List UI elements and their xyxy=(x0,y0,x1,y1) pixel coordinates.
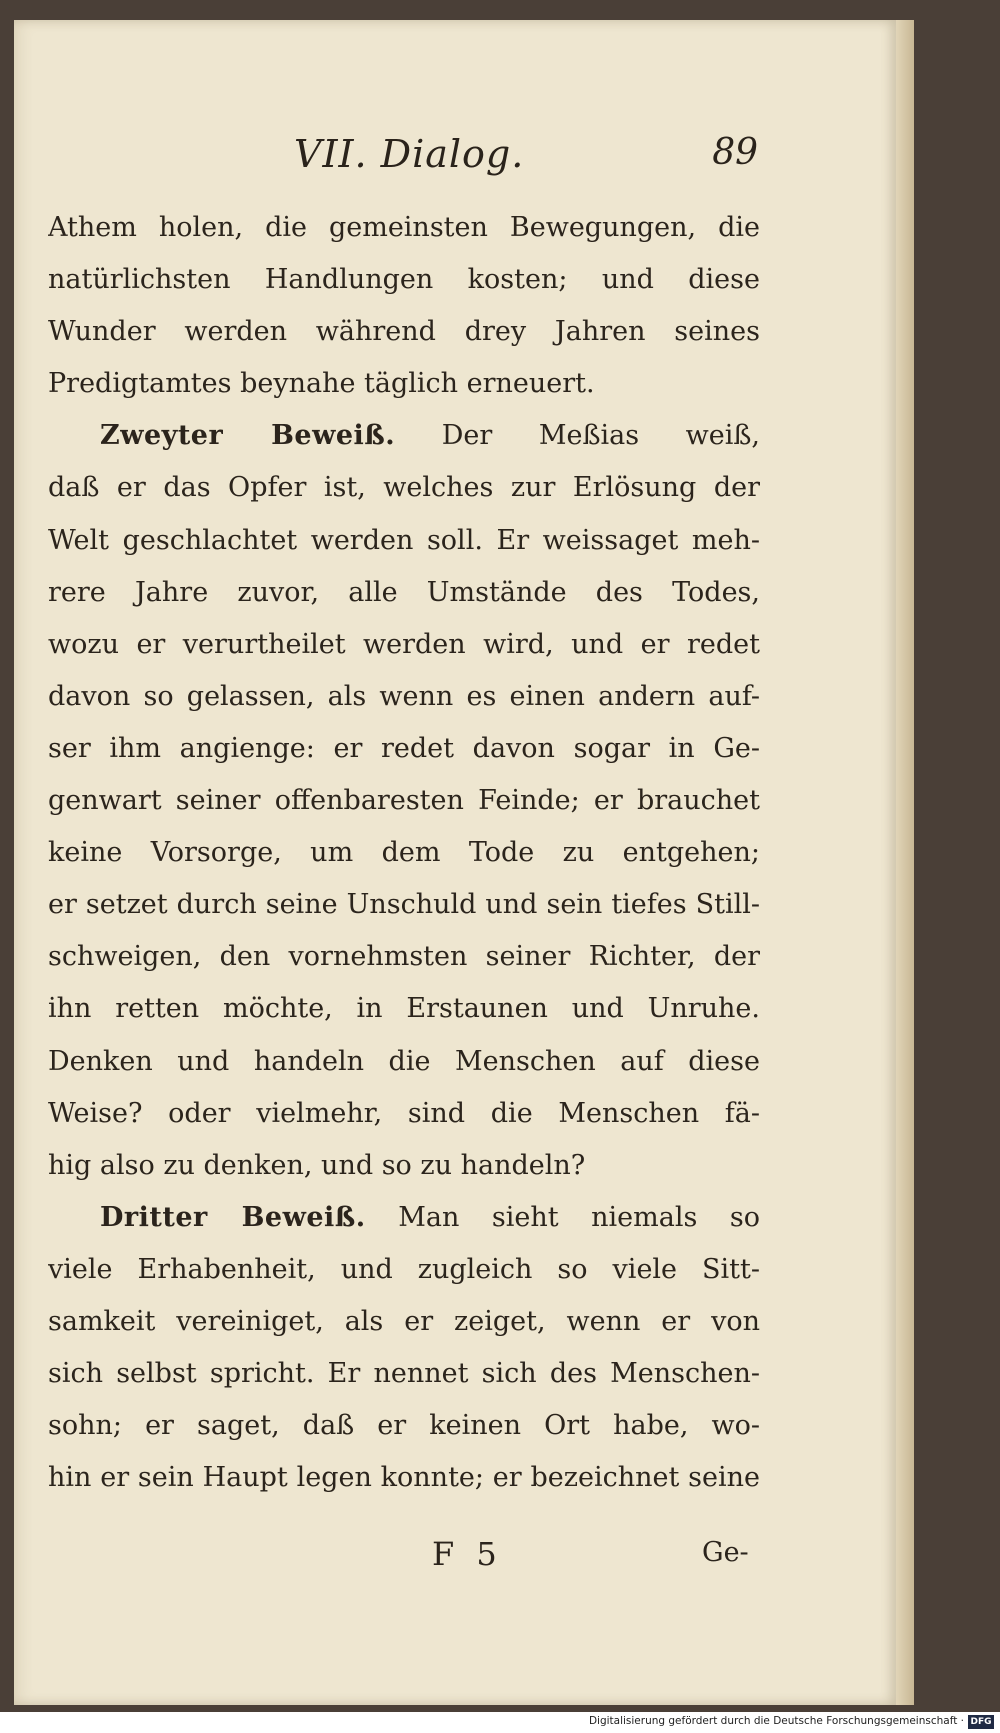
page-edge xyxy=(896,20,914,1705)
text-line: sich selbst spricht. Er nennet sich des Menschen- xyxy=(48,1358,760,1390)
funding-credit: Digitalisierung gefördert durch die Deutsche Forschungsgemeinschaft · xyxy=(588,1715,964,1727)
running-head xyxy=(14,132,896,188)
text-line: Weise? oder vielmehr, sind die Menschen fä- xyxy=(48,1097,760,1129)
text-line: samkeit vereiniget, als er zeiget, wenn er von xyxy=(48,1305,760,1337)
text-line: er setzet durch seine Unschuld und sein tiefes Still- xyxy=(48,889,760,921)
text-line: ser ihm angienge: er redet davon sogar in Ge- xyxy=(48,732,760,764)
text-line: rere Jahre zuvor, alle Umstände des Todes, xyxy=(48,576,760,608)
section-heading: Zweyter Beweiß. xyxy=(100,420,396,452)
section-heading: Dritter Beweiß. xyxy=(100,1201,366,1233)
body-text xyxy=(48,202,760,1504)
page-footer xyxy=(14,1535,896,1585)
text-line: sohn; er saget, daß er keinen Ort habe, wo- xyxy=(48,1410,760,1442)
text-line: Athem holen, die gemeinsten Bewegungen, die xyxy=(48,212,760,243)
text-line: schweigen, den vornehmsten seiner Richter, der xyxy=(48,941,760,973)
text-line: Predigtamtes beynahe täglich erneuert. xyxy=(48,368,595,400)
paragraph-first-line xyxy=(48,410,760,462)
text-line: wozu er verurtheilet werden wird, und er redet xyxy=(48,628,760,660)
text-line: keine Vorsorge, um dem Tode zu entgehen; xyxy=(48,837,760,869)
text-fragment: Der Meßias weiß, xyxy=(441,420,760,452)
credit-bar xyxy=(0,1712,1000,1733)
book-page xyxy=(14,20,896,1705)
paragraph-first-line xyxy=(48,1192,760,1244)
text-line: hig also zu denken, und so zu handeln? xyxy=(48,1149,586,1181)
text-line: Wunder werden während drey Jahren seines xyxy=(48,316,760,348)
text-line: hin er sein Haupt legen konnte; er bezeichnet seine xyxy=(48,1462,760,1494)
text-line: ihn retten möchte, in Erstaunen und Unruhe. xyxy=(48,993,760,1025)
text-line: Denken und handeln die Menschen auf diese xyxy=(48,1045,760,1077)
dfg-logo: DFG xyxy=(968,1715,994,1729)
text-line: davon so gelassen, als wenn es einen andern auf- xyxy=(48,680,760,712)
text-line: daß er das Opfer ist, welches zur Erlösung der xyxy=(48,472,760,504)
text-line: Welt geschlachtet werden soll. Er weissaget meh- xyxy=(48,524,760,556)
text-line: viele Erhabenheit, und zugleich so viele Sitt- xyxy=(48,1253,760,1285)
text-line: natürlichsten Handlungen kosten; und diese xyxy=(48,264,760,296)
running-head-title: VII. Dialog. xyxy=(294,132,525,176)
catchword: Ge- xyxy=(702,1537,749,1568)
text-line: genwart seiner offenbaresten Feinde; er brauchet xyxy=(48,785,760,817)
printer-signature: F 5 xyxy=(432,1535,503,1573)
text-fragment: Man sieht niemals so xyxy=(398,1201,760,1233)
page-number: 89 xyxy=(712,132,758,173)
